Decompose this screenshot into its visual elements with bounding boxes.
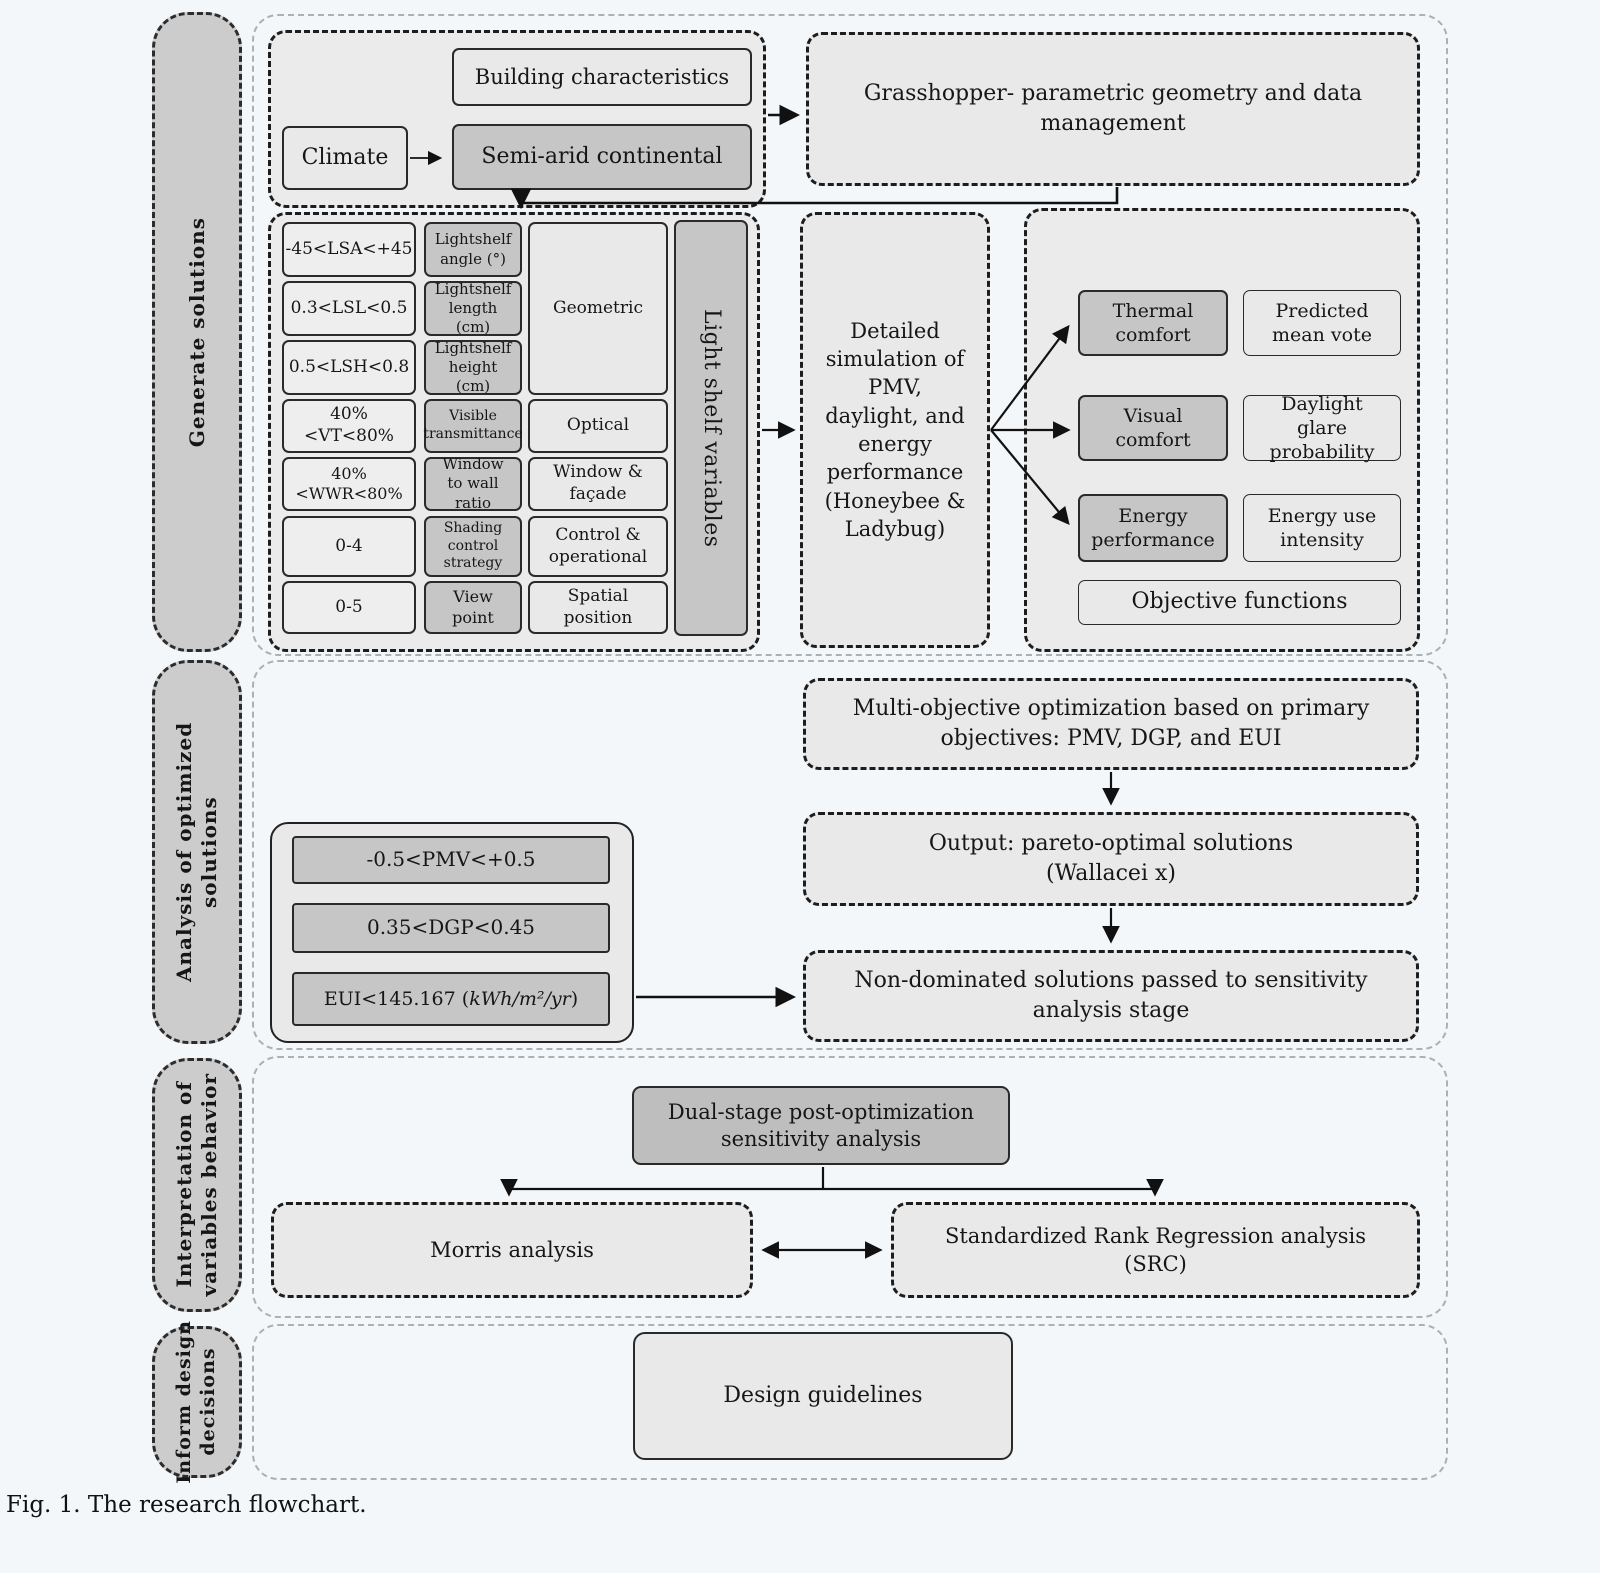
category-control-operational: Control & operational xyxy=(528,516,668,577)
interpretation-label-line2: variables behavior xyxy=(197,1073,221,1297)
energy-use-intensity-box: Energy use intensity xyxy=(1243,494,1401,562)
var-window-wall-ratio: Window to wall ratio xyxy=(424,457,522,511)
semi-arid-continental-box: Semi-arid continental xyxy=(452,124,752,190)
building-characteristics-box: Building characteristics xyxy=(452,48,752,106)
objective-functions-box: Objective functions xyxy=(1078,580,1401,625)
section-label-inform xyxy=(152,1320,242,1484)
section-label-text: Analysis of optimized solutions xyxy=(172,721,221,983)
pmv-constraint-box: -0.5<PMV<+0.5 xyxy=(292,836,610,884)
var-lightshelf-length: Lightshelf length (cm) xyxy=(424,281,522,336)
pareto-output-box xyxy=(803,812,1419,906)
eui-suffix: ) xyxy=(570,987,579,1010)
category-optical: Optical xyxy=(528,399,668,453)
dgp-constraint-box: 0.35<DGP<0.45 xyxy=(292,903,610,953)
section-label-interpretation xyxy=(152,1058,242,1312)
var-shading-control: Shading control strategy xyxy=(424,516,522,577)
var-lightshelf-height: Lightshelf height (cm) xyxy=(424,340,522,395)
dual-stage-sensitivity-box: Dual-stage post-optimization sensitivity analysis xyxy=(632,1086,1010,1165)
section-label-text: Generate solutions xyxy=(184,216,209,448)
category-window-facade: Window & façade xyxy=(528,457,668,511)
section-label-analysis xyxy=(152,660,242,1044)
thermal-comfort-box: Thermal comfort xyxy=(1078,290,1228,356)
section-label-generate-solutions xyxy=(152,12,242,652)
predicted-mean-vote-box: Predicted mean vote xyxy=(1243,290,1401,356)
detailed-simulation-box: Detailed simulation of PMV, daylight, and energy performance (Honeybee & Ladybug) xyxy=(800,212,990,648)
range-lsh: 0.5<LSH<0.8 xyxy=(282,340,416,395)
inform-label-line2: decisions xyxy=(197,1347,219,1457)
range-vt: 40%<VT<80% xyxy=(282,399,416,453)
lightshelf-variables-column-label xyxy=(674,220,748,636)
lightshelf-variables-text: Light shelf variables xyxy=(699,308,725,548)
interpretation-label-line1: Interpretation of xyxy=(172,1081,196,1289)
climate-box: Climate xyxy=(282,126,408,190)
design-guidelines-box: Design guidelines xyxy=(633,1332,1013,1460)
daylight-glare-probability-box: Daylight glare probability xyxy=(1243,395,1401,461)
var-visible-transmittance: Visible transmittance xyxy=(424,399,522,453)
range-viewpoint: 0-5 xyxy=(282,581,416,634)
var-view-point: View point xyxy=(424,581,522,634)
range-shading: 0-4 xyxy=(282,516,416,577)
figure-caption: Fig. 1. The research flowchart. xyxy=(6,1492,367,1518)
visual-comfort-box: Visual comfort xyxy=(1078,395,1228,461)
section-label-text xyxy=(173,1320,221,1484)
morris-analysis-box: Morris analysis xyxy=(271,1202,753,1298)
inform-label-line1: Inform design xyxy=(173,1320,196,1484)
multi-objective-optimization-box: Multi-objective optimization based on primary objectives: PMV, DGP, and EUI xyxy=(803,678,1419,770)
energy-performance-box: Energy performance xyxy=(1078,494,1228,562)
var-lightshelf-angle: Lightshelf angle (°) xyxy=(424,222,522,277)
eui-prefix: EUI<145.167 ( xyxy=(323,987,470,1010)
section-label-text xyxy=(172,1073,222,1297)
non-dominated-solutions-box: Non-dominated solutions passed to sensitivity analysis stage xyxy=(803,950,1419,1042)
range-wwr: 40%<WWR<80% xyxy=(282,457,416,511)
pareto-output-line1: Output: pareto-optimal solutions xyxy=(928,831,1294,857)
src-analysis-box: Standardized Rank Regression analysis (SRC) xyxy=(891,1202,1420,1298)
category-geometric: Geometric xyxy=(528,222,668,395)
eui-constraint-box xyxy=(292,972,610,1026)
pareto-output-line2: (Wallacei x) xyxy=(1046,861,1176,886)
eui-units: kWh/m²/yr xyxy=(469,987,571,1010)
range-lsa: -45<LSA<+45 xyxy=(282,222,416,277)
range-lsl: 0.3<LSL<0.5 xyxy=(282,281,416,336)
grasshopper-box: Grasshopper- parametric geometry and data management xyxy=(806,32,1420,186)
category-spatial-position: Spatial position xyxy=(528,581,668,634)
